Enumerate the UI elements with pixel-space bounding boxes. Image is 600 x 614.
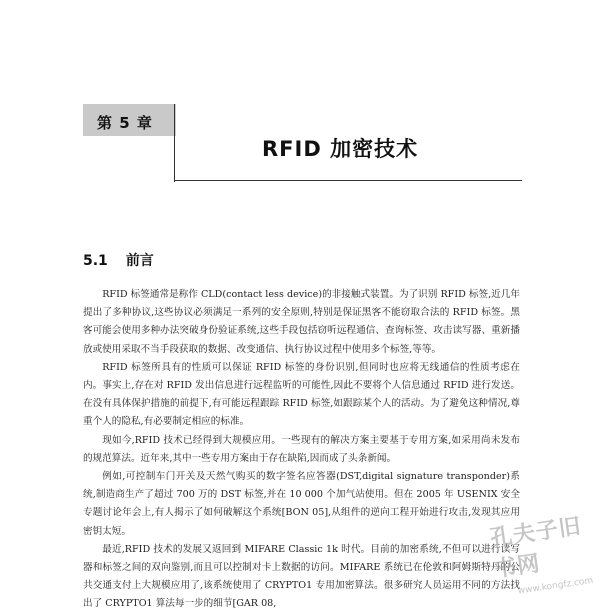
body-text	[83, 286, 520, 614]
watermark	[488, 507, 600, 600]
chapter-horizontal-rule	[174, 180, 522, 181]
section-heading	[83, 250, 154, 270]
paragraph: 现如今,RFID 技术已经得到大规模应用。一些现有的解决方案主要基于专用方案,如采用尚未发布的规范算法。近年来,其中一些专用方案由于存在缺陷,因而成了头条新闻。	[83, 434, 520, 464]
chapter-vertical-rule	[174, 104, 175, 182]
paragraph: RFID 标签所具有的性质可以保证 RFID 标签的身份识别,但同时也应将无线通信的性质考虑在内。事实上,存在对 RFID 发出信息进行远程监听的可能性,因此不要将个人信息通过 RFID 进行发送。在没有具体保护措施的前提下,有可能远程跟踪 RFID 标签,如跟踪某个人的活动。为了避免这种情况,尊重个人的隐私,有必要制定相应的标准。	[83, 361, 520, 428]
paragraph: 例如,可控制车门开关及天然气购买的数字签名应答器(DST,digital signature transponder)系统,制造商生产了超过 700 万的 DST 标签,并在 10 000 个加气站使用。但在 2005 年 USENIX 安全专题讨论年会上,有人揭示了如何破解这个系统[BON 05],从组件的逆向工程开始进行攻击,发现其应用密钥太短。	[83, 471, 520, 537]
watermark-url: www.kongfz.com	[517, 575, 594, 597]
chapter-label: 第 5 章	[97, 114, 153, 132]
chapter-title: RFID 加密技术	[262, 137, 419, 161]
section-title: 前言	[125, 253, 154, 269]
paragraph: RFID 标签通常是称作 CLD(contact less device)的非接触式装置。为了识别 RFID 标签,近几年提出了多种协议,这些协议必须满足一系列的安全原则,特别是保证黑客不能窃取合法的 RFID 标签。黑客可能会使用多种办法突破身份验证系统,这些手段包括窃听远程通信、查询标签、攻击读写器、重新播放或使用采取不当手段获取的数据、改变通信、执行协议过程中使用多个标签,等等。	[83, 289, 520, 355]
watermark-name: 孔夫子旧书网	[488, 514, 584, 583]
paragraph: 最近,RFID 技术的发展又返回到 MIFARE Classic 1k 时代。目前的加密系统,不但可以进行读写器和标签之间的双向鉴别,而且可以控制对卡上数据的访问。MIFARE 系统已在伦敦和阿姆斯特丹的公共交通支付上大规模应用了,该系统使用了 CRYPTO1 专用加密算法。很多研究人员运用不同的方法找出了 CRYPTO1 算法每一步的细节[GAR 08,	[83, 543, 520, 610]
section-number: 5.1	[83, 253, 108, 269]
